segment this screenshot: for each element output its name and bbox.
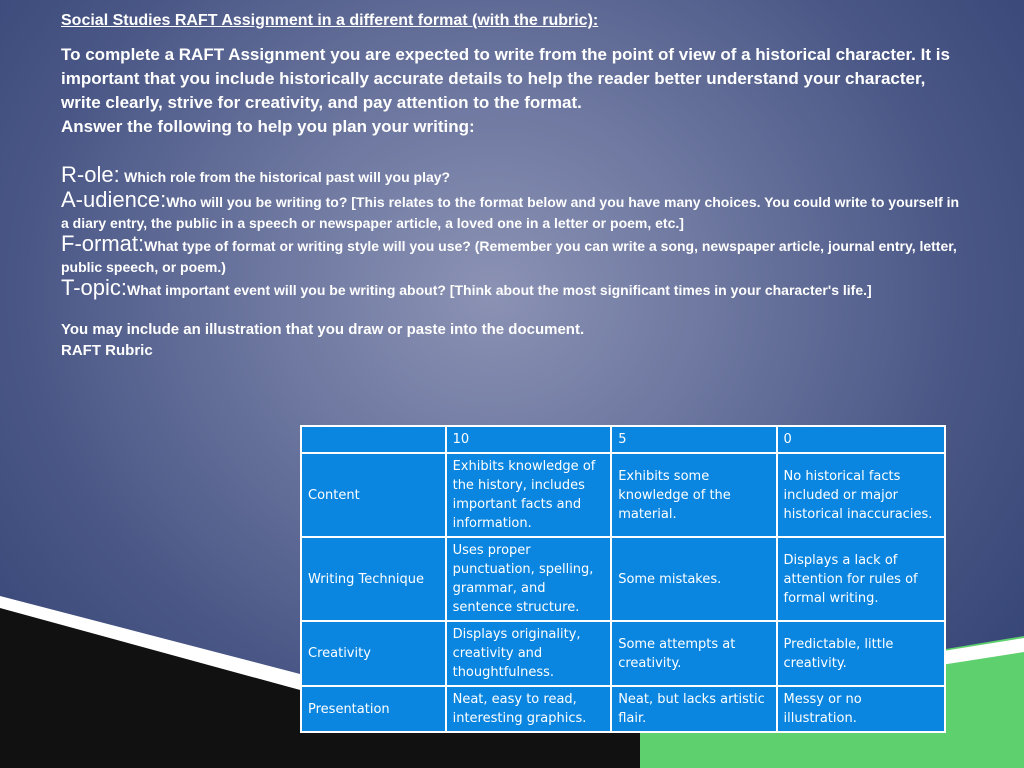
- table-cell: Uses proper punctuation, spelling, grammar, and sentence structure.: [446, 537, 612, 621]
- raft-key: A-udience:: [61, 187, 167, 212]
- raft-key: R-ole:: [61, 162, 120, 187]
- intro-paragraph: To complete a RAFT Assignment you are expected to write from the point of view of a historical character. It is important that you include historically accurate details to help the reader better understand your character, write clearly, strive for creativity, and pay attention to the format.: [61, 45, 950, 112]
- raft-format: [61, 231, 961, 278]
- table-cell: Exhibits some knowledge of the material.: [611, 453, 776, 537]
- header-cell: 0: [777, 426, 945, 453]
- raft-desc: What type of format or writing style will you use? (Remember you can write a song, newspaper article, journal entry, letter, public speech, or poem.): [61, 238, 957, 275]
- raft-desc: What important event will you be writing about? [Think about the most significant times in your character's life.]: [127, 282, 872, 298]
- table-cell: Neat, easy to read, interesting graphics.: [446, 686, 612, 732]
- table-cell: Messy or no illustration.: [777, 686, 945, 732]
- criterion-cell: Writing Technique: [301, 537, 446, 621]
- assignment-text: [61, 10, 961, 361]
- header-cell: 10: [446, 426, 612, 453]
- criterion-cell: Content: [301, 453, 446, 537]
- table-cell: Displays originality, creativity and thoughtfulness.: [446, 621, 612, 686]
- criterion-cell: Presentation: [301, 686, 446, 732]
- raft-desc: Which role from the historical past will you play?: [124, 169, 451, 185]
- raft-key: T-opic:: [61, 275, 128, 300]
- table-cell: No historical facts included or major historical inaccuracies.: [777, 453, 945, 537]
- table-row: [301, 621, 945, 686]
- table-row: [301, 686, 945, 732]
- table-cell: Exhibits knowledge of the history, includes important facts and information.: [446, 453, 612, 537]
- spacer: [61, 139, 961, 163]
- header-cell: 5: [611, 426, 776, 453]
- raft-audience: [61, 187, 961, 234]
- table-header-row: [301, 426, 945, 453]
- criterion-cell: Creativity: [301, 621, 446, 686]
- table-row: [301, 537, 945, 621]
- raft-role: [61, 163, 961, 190]
- raft-key: F-ormat:: [61, 231, 145, 256]
- raft-desc: Who will you be writing to? [This relates to the format below and you have many choices. You could write to yourself in a diary entry, the public in a speech or newspaper article, a loved one in a letter or poem, etc.]: [61, 194, 960, 231]
- table-cell: Neat, but lacks artistic flair.: [611, 686, 776, 732]
- page-heading: Social Studies RAFT Assignment in a different format (with the rubric):: [61, 12, 599, 29]
- raft-rubric-table: [300, 425, 946, 733]
- table-cell: Some mistakes.: [611, 537, 776, 621]
- table-row: [301, 453, 945, 537]
- rubric-label: RAFT Rubric: [61, 342, 153, 359]
- raft-topic: [61, 275, 961, 301]
- table-cell: Displays a lack of attention for rules of formal writing.: [777, 537, 945, 621]
- header-cell: [301, 426, 446, 453]
- table-cell: Some attempts at creativity.: [611, 621, 776, 686]
- illustration-note: You may include an illustration that you draw or paste into the document.: [61, 321, 585, 338]
- spacer: [61, 301, 961, 319]
- table-cell: Predictable, little creativity.: [777, 621, 945, 686]
- planning-prompt: Answer the following to help you plan your writing:: [61, 117, 475, 136]
